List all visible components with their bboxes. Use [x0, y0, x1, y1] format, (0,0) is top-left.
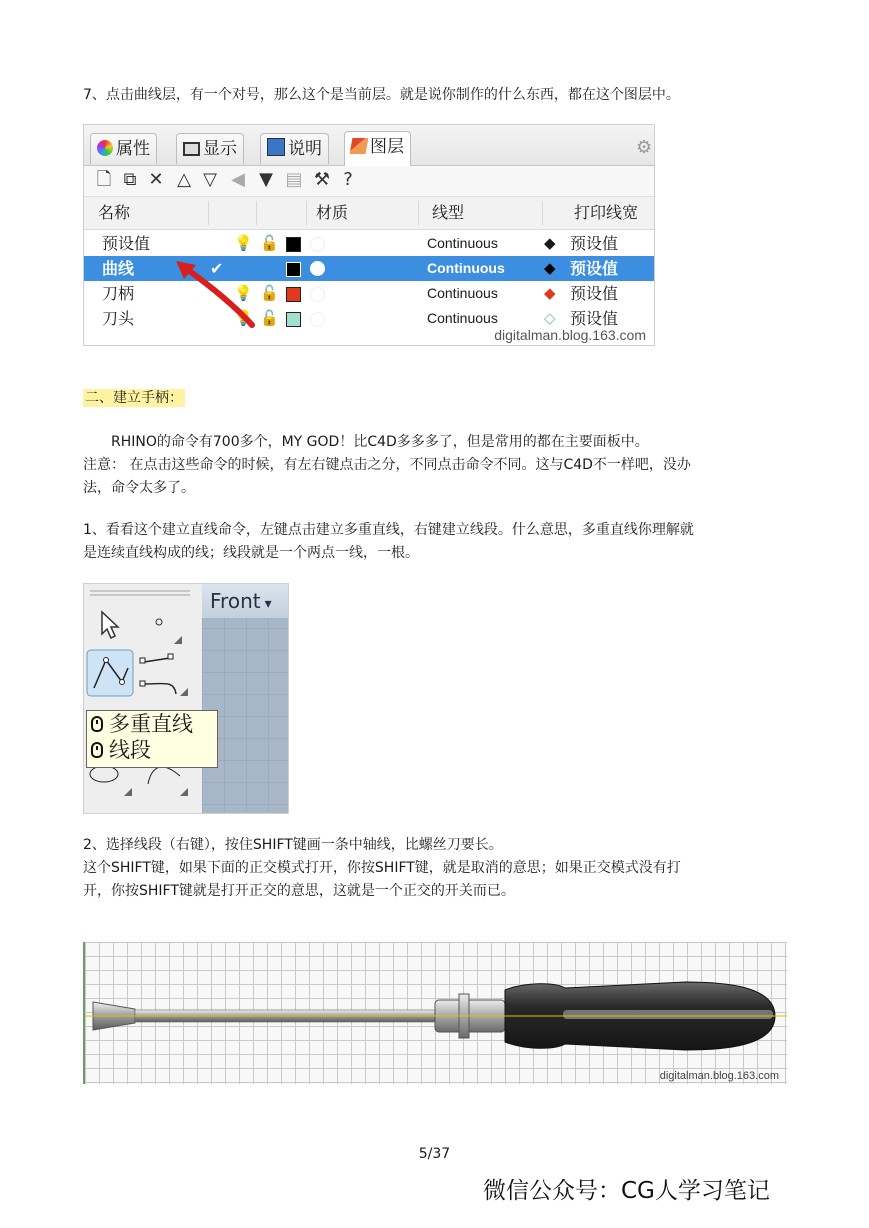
section-heading — [83, 387, 185, 410]
diamond-icon: ◆ — [544, 284, 556, 302]
screwdriver-illustration — [85, 942, 787, 1084]
layer-print-width: 预设值 — [570, 284, 619, 303]
ellipse-icon — [90, 766, 118, 782]
current-layer-check-icon[interactable]: ✔ — [210, 259, 224, 278]
curve-icon — [140, 654, 188, 696]
paragraph-select-segment: 2、选择线段（右键），按住SHIFT键画一条中轴线，比螺丝刀要长。 — [83, 837, 503, 853]
select-arrow-icon — [102, 612, 118, 638]
screwdriver-viewport — [83, 942, 787, 1084]
chevron-down-icon[interactable]: ▾ — [264, 596, 272, 612]
point-icon — [156, 619, 182, 644]
layer-linetype: Continuous — [427, 235, 498, 251]
command-tooltip — [86, 710, 218, 768]
paragraph-note: 注意： 在点击这些命令的时候，有左右键点击之分，不同点击命令不同。这与C4D不一样吧，没办 — [83, 457, 691, 473]
column-print-width[interactable]: 打印线宽 — [574, 203, 639, 222]
right-mouse-icon — [91, 742, 103, 758]
paragraph-shift-key-cont: 开，你按SHIFT键就是打开正交的意思，这就是一个正交的开关而已。 — [83, 883, 515, 899]
front-viewport[interactable] — [202, 584, 288, 813]
watermark: digitalman.blog.163.com — [659, 1070, 779, 1082]
layer-name: 刀头 — [102, 309, 135, 328]
tool-panel — [83, 583, 289, 814]
move-left-icon[interactable]: ◀ — [231, 169, 245, 190]
layer-name: 预设值 — [102, 234, 151, 253]
layer-print-width: 预设值 — [570, 234, 619, 253]
page-number: 5/37 — [418, 1146, 451, 1162]
paragraph-note-cont: 法，命令太多了。 — [83, 480, 195, 496]
viewport-tab[interactable] — [202, 584, 288, 618]
paragraph-current-layer: 7、点击曲线层，有一个对号，那么这个是当前层。就是说你制作的什么东西，都在这个图层中。 — [83, 87, 680, 103]
layer-linetype: Continuous — [427, 310, 498, 326]
column-material[interactable]: 材质 — [316, 203, 349, 222]
move-down-icon[interactable]: ▽ — [203, 169, 217, 190]
column-linetype[interactable]: 线型 — [432, 203, 465, 222]
filter-icon[interactable]: ▼ — [259, 169, 273, 190]
paragraph-line-command: 1、看看这个建立直线命令，左键点击建立多重直线，右键建立线段。什么意思，多重直线你理解就 — [83, 522, 694, 538]
new-layer-icon[interactable]: 🗋 — [96, 169, 112, 190]
tool-icons — [84, 584, 202, 813]
diamond-icon: ◇ — [544, 309, 556, 327]
layer-print-width: 预设值 — [570, 259, 619, 278]
footer-wechat: 微信公众号：CG人学习笔记 — [483, 1178, 770, 1204]
red-arrow-annotation — [84, 125, 654, 345]
paragraph-line-command-cont: 是连续直线构成的线；线段就是一个两点一线，一根。 — [83, 545, 419, 561]
unlock-icon[interactable]: 🔓 — [260, 309, 279, 327]
delete-icon[interactable]: ✕ — [148, 169, 164, 190]
left-mouse-icon — [91, 716, 103, 732]
paragraph-rhino-commands: RHINO的命令有700多个，MY GOD！比C4D多多多了，但是常用的都在主要面板中。 — [111, 434, 649, 450]
tooltip-polyline-label: 多重直线 — [109, 712, 193, 736]
tab-notes-label: 说明 — [288, 139, 322, 159]
layer-panel — [83, 124, 655, 346]
tooltip-line-segment-label: 线段 — [109, 738, 151, 762]
tab-properties-label: 属性 — [116, 139, 150, 159]
move-up-icon[interactable]: △ — [177, 169, 191, 190]
tab-display-label: 显示 — [203, 139, 237, 159]
arc-icon — [124, 767, 188, 796]
paragraph-shift-key: 这个SHIFT键，如果下面的正交模式打开，你按SHIFT键，就是取消的意思；如果正交模式没有打 — [83, 860, 681, 876]
diamond-icon: ◆ — [544, 234, 556, 252]
diamond-icon: ◆ — [544, 259, 556, 277]
lightbulb-icon[interactable]: 💡 — [234, 309, 253, 327]
layer-name: 刀柄 — [102, 284, 135, 303]
new-sublayer-icon[interactable]: ⧉ — [123, 169, 137, 190]
polyline-icon — [87, 650, 133, 696]
help-icon[interactable]: ? — [343, 169, 353, 190]
lightbulb-icon[interactable]: 💡 — [234, 284, 253, 302]
document-icon[interactable]: ▤ — [285, 169, 303, 190]
watermark: digitalman.blog.163.com — [494, 327, 646, 343]
layer-linetype: Continuous — [427, 285, 498, 301]
gear-icon[interactable]: ⚙ — [636, 137, 653, 158]
unlock-icon[interactable]: 🔓 — [260, 234, 279, 252]
column-name[interactable]: 名称 — [98, 203, 131, 222]
lightbulb-icon[interactable]: 💡 — [234, 234, 253, 252]
tools-icon[interactable]: ⚒ — [313, 169, 331, 190]
layer-name: 曲线 — [102, 259, 135, 278]
tooltip-right-click — [87, 737, 217, 763]
tab-layers-label: 图层 — [370, 137, 404, 157]
unlock-icon[interactable]: 🔓 — [260, 284, 279, 302]
tooltip-left-click — [87, 711, 217, 737]
layer-linetype: Continuous — [427, 260, 505, 276]
layer-print-width: 预设值 — [570, 309, 619, 328]
section-heading-text: 二、建立手柄： — [85, 390, 183, 406]
viewport-label: Front — [210, 589, 261, 613]
